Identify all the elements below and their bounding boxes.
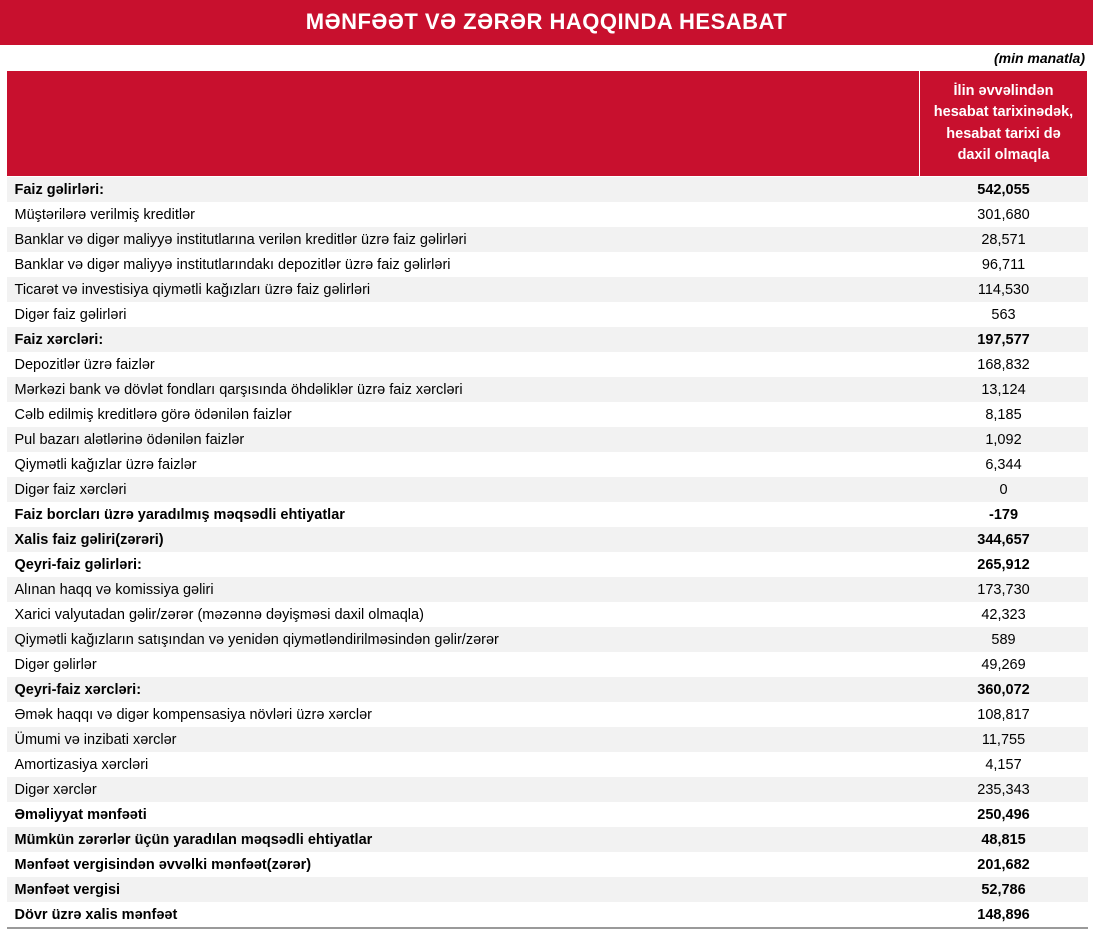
row-value: 52,786 xyxy=(920,877,1088,902)
row-value: 49,269 xyxy=(920,652,1088,677)
table-row xyxy=(7,527,1088,552)
row-label: Banklar və digər maliyyə institutlarına verilən kreditlər üzrə faiz gəlirləri xyxy=(7,227,920,252)
table-body xyxy=(7,177,1088,929)
row-label: Alınan haqq və komissiya gəliri xyxy=(7,577,920,602)
row-value: 589 xyxy=(920,627,1088,652)
table-row xyxy=(7,552,1088,577)
table-row xyxy=(7,627,1088,652)
row-label: Qeyri-faiz xərcləri: xyxy=(7,677,920,702)
row-label: Xarici valyutadan gəlir/zərər (məzənnə dəyişməsi daxil olmaqla) xyxy=(7,602,920,627)
table-row xyxy=(7,377,1088,402)
row-label: Mənfəət vergisindən əvvəlki mənfəət(zərər) xyxy=(7,852,920,877)
row-value: 235,343 xyxy=(920,777,1088,802)
row-value: 168,832 xyxy=(920,352,1088,377)
row-label: Faiz borcları üzrə yaradılmış məqsədli ehtiyatlar xyxy=(7,502,920,527)
page-title: MƏNFƏƏT VƏ ZƏRƏR HAQQINDA HESABAT xyxy=(0,0,1093,45)
row-label: Əmək haqqı və digər kompensasiya növləri üzrə xərclər xyxy=(7,702,920,727)
table-row xyxy=(7,577,1088,602)
row-value: 301,680 xyxy=(920,202,1088,227)
row-value: 11,755 xyxy=(920,727,1088,752)
row-label: Digər faiz xərcləri xyxy=(7,477,920,502)
table-row xyxy=(7,302,1088,327)
row-label: Digər xərclər xyxy=(7,777,920,802)
row-value: 28,571 xyxy=(920,227,1088,252)
table-row xyxy=(7,477,1088,502)
table-row xyxy=(7,802,1088,827)
table-row xyxy=(7,202,1088,227)
table-row xyxy=(7,852,1088,877)
row-value: 48,815 xyxy=(920,827,1088,852)
row-value: -179 xyxy=(920,502,1088,527)
table-row xyxy=(7,702,1088,727)
row-value: 250,496 xyxy=(920,802,1088,827)
row-label: Mümkün zərərlər üçün yaradılan məqsədli ehtiyatlar xyxy=(7,827,920,852)
row-value: 563 xyxy=(920,302,1088,327)
row-value: 201,682 xyxy=(920,852,1088,877)
row-label: Depozitlər üzrə faizlər xyxy=(7,352,920,377)
table-row xyxy=(7,277,1088,302)
row-value: 4,157 xyxy=(920,752,1088,777)
row-value: 360,072 xyxy=(920,677,1088,702)
table-row xyxy=(7,827,1088,852)
row-value: 42,323 xyxy=(920,602,1088,627)
column-header-label xyxy=(7,71,920,177)
row-value: 1,092 xyxy=(920,427,1088,452)
row-label: Mənfəət vergisi xyxy=(7,877,920,902)
table-row xyxy=(7,727,1088,752)
table-row xyxy=(7,252,1088,277)
table-row xyxy=(7,352,1088,377)
row-label: Faiz gəlirləri: xyxy=(7,177,920,203)
table-row xyxy=(7,452,1088,477)
row-label: Ticarət və investisiya qiymətli kağızları üzrə faiz gəlirləri xyxy=(7,277,920,302)
row-label: Mərkəzi bank və dövlət fondları qarşısında öhdəliklər üzrə faiz xərcləri xyxy=(7,377,920,402)
row-value: 114,530 xyxy=(920,277,1088,302)
row-value: 148,896 xyxy=(920,902,1088,928)
table-row xyxy=(7,227,1088,252)
table-row xyxy=(7,752,1088,777)
row-value: 265,912 xyxy=(920,552,1088,577)
table-row xyxy=(7,777,1088,802)
row-value: 8,185 xyxy=(920,402,1088,427)
row-label: Əməliyyat mənfəəti xyxy=(7,802,920,827)
row-label: Cəlb edilmiş kreditlərə görə ödənilən faizlər xyxy=(7,402,920,427)
row-value: 173,730 xyxy=(920,577,1088,602)
row-label: Faiz xərcləri: xyxy=(7,327,920,352)
row-label: Qeyri-faiz gəlirləri: xyxy=(7,552,920,577)
row-value: 6,344 xyxy=(920,452,1088,477)
column-header-period: İlin əvvəlindən hesabat tarixinədək, hesabat tarixi də daxil olmaqla xyxy=(920,71,1088,177)
row-label: Pul bazarı alətlərinə ödənilən faizlər xyxy=(7,427,920,452)
row-label: Banklar və digər maliyyə institutlarındakı depozitlər üzrə faiz gəlirləri xyxy=(7,252,920,277)
row-label: Qiymətli kağızlar üzrə faizlər xyxy=(7,452,920,477)
row-value: 197,577 xyxy=(920,327,1088,352)
row-label: Dövr üzrə xalis mənfəət xyxy=(7,902,920,928)
row-value: 13,124 xyxy=(920,377,1088,402)
table-header xyxy=(7,71,1088,177)
row-value: 542,055 xyxy=(920,177,1088,203)
table-row xyxy=(7,327,1088,352)
table-row xyxy=(7,427,1088,452)
row-value: 96,711 xyxy=(920,252,1088,277)
table-row xyxy=(7,877,1088,902)
row-label: Ümumi və inzibati xərclər xyxy=(7,727,920,752)
table-row xyxy=(7,502,1088,527)
row-label: Digər faiz gəlirləri xyxy=(7,302,920,327)
row-label: Qiymətli kağızların satışından və yenidən qiymətləndirilməsindən gəlir/zərər xyxy=(7,627,920,652)
row-value: 0 xyxy=(920,477,1088,502)
table-row xyxy=(7,652,1088,677)
table-row xyxy=(7,177,1088,203)
row-label: Digər gəlirlər xyxy=(7,652,920,677)
row-label: Müştərilərə verilmiş kreditlər xyxy=(7,202,920,227)
profit-loss-table xyxy=(6,70,1088,929)
table-row xyxy=(7,402,1088,427)
table-row xyxy=(7,602,1088,627)
units-note: (min manatla) xyxy=(993,50,1085,66)
table-row xyxy=(7,677,1088,702)
row-label: Amortizasiya xərcləri xyxy=(7,752,920,777)
row-label: Xalis faiz gəliri(zərəri) xyxy=(7,527,920,552)
row-value: 344,657 xyxy=(920,527,1088,552)
row-value: 108,817 xyxy=(920,702,1088,727)
